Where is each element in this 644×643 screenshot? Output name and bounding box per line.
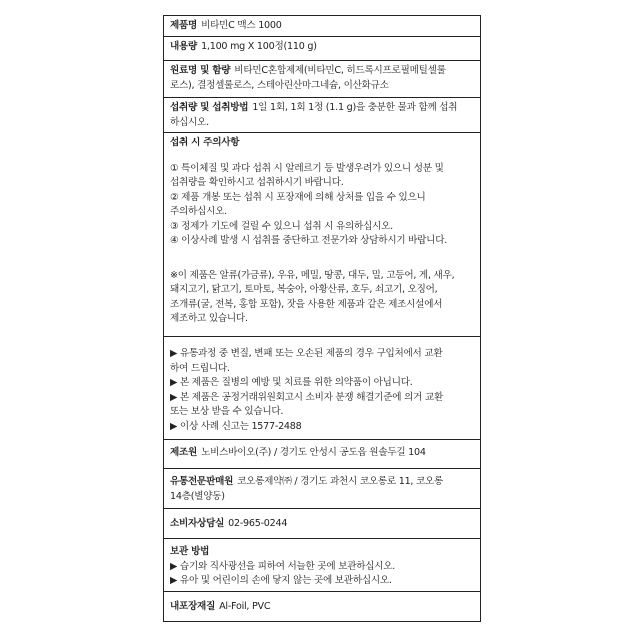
content-value: 1,100 mg X 100정(110 g) <box>201 41 317 52</box>
notice-line: ▶ 유통과정 중 변질, 변패 또는 오손된 제품의 경우 구입처에서 교환 <box>170 348 443 359</box>
notice-line: 하여 드립니다. <box>170 362 230 374</box>
manufacturer-row <box>164 440 480 469</box>
ingredients-label: 원료명 및 함량 <box>170 65 231 76</box>
caution-line: ① 특이체질 및 과다 섭취 시 알레르기 등 발생우려가 있으니 성분 및 <box>170 162 444 174</box>
allergy-line: 조개류(굴, 전복, 홍합 포함), 잣을 사용한 제품과 같은 제조시설에서 <box>170 298 443 310</box>
notice-line: ▶ 본 제품은 공정거래위원회고시 소비자 분쟁 해결기준에 의거 교환 <box>170 391 443 403</box>
notice-line: ▶ 이상 사례 신고는 1577-2488 <box>170 420 302 432</box>
caution-line: ② 제품 개봉 또는 섭취 시 포장재에 의해 상처를 입을 수 있으니 <box>170 191 426 203</box>
caution-line: 주의하십시오. <box>170 206 227 217</box>
caution-line: ③ 정제가 기도에 걸릴 수 있으니 섭취 시 유의하십시오. <box>170 220 393 232</box>
allergy-line: ※이 제품은 알류(가금류), 우유, 메밀, 땅콩, 대두, 밀, 고등어, 게, 새우, <box>170 269 455 281</box>
product-name-value: 비타민C 맥스 1000 <box>201 20 282 31</box>
cautions-title: 섭취 시 주의사항 <box>170 137 240 148</box>
intake-line-1: 1일 1회, 1회 1정 (1.1 g)을 충분한 물과 함께 섭취 <box>252 102 458 113</box>
notice-line: 또는 보상 받을 수 있습니다. <box>170 406 284 417</box>
notice-line: ▶ 본 제품은 질병의 예방 및 치료를 위한 의약품이 아닙니다. <box>170 377 413 388</box>
consumer-value: 02-965-0244 <box>228 518 288 529</box>
content-row <box>164 37 480 61</box>
product-name-label: 제품명 <box>170 20 198 31</box>
intake-row <box>164 98 480 133</box>
storage-title: 보관 방법 <box>170 546 210 557</box>
content-label: 내용량 <box>170 41 198 52</box>
intake-label: 섭취량 및 섭취방법 <box>170 102 249 113</box>
caution-line: ④ 이상사례 발생 시 섭취를 중단하고 전문가와 상담하시기 바랍니다. <box>170 235 448 246</box>
allergy-line: 제조하고 있습니다. <box>170 313 248 324</box>
product-name-row <box>164 16 480 37</box>
manufacturer-value: 노비스바이오(주) / 경기도 안성시 공도읍 원솔두길 104 <box>201 447 426 458</box>
distributor-label: 유통전문판매원 <box>170 476 234 487</box>
distributor-line-2: 14층(별양동) <box>170 490 225 502</box>
product-info-label <box>163 15 481 622</box>
cautions-row <box>164 133 480 337</box>
packaging-row <box>164 592 480 618</box>
distributor-line-1: 코오롱제약㈜ / 경기도 과천시 코오롱로 11, 코오롱 <box>237 476 444 487</box>
storage-row <box>164 539 480 592</box>
intake-line-2: 하십시오. <box>170 116 209 128</box>
notices-row <box>164 337 480 440</box>
consumer-row <box>164 509 480 539</box>
packaging-value: Al-Foil, PVC <box>219 601 271 612</box>
manufacturer-label: 제조원 <box>170 447 198 458</box>
ingredients-line-2: 로스), 결정셀룰로스, 스테아린산마그네슘, 이산화규소 <box>170 79 389 91</box>
packaging-label: 내포장재질 <box>170 601 216 612</box>
ingredients-row <box>164 61 480 98</box>
storage-line: ▶ 습기와 직사광선을 피하여 서늘한 곳에 보관하십시오. <box>170 560 396 572</box>
consumer-label: 소비자상담실 <box>170 518 225 529</box>
ingredients-line-1: 비타민C혼합제제(비타민C, 히드록시프로필메틸셀룰 <box>234 65 446 76</box>
allergy-line: 돼지고기, 닭고기, 토마토, 복숭아, 아황산류, 호두, 쇠고기, 오징어, <box>170 284 438 295</box>
caution-line: 섭취량을 확인하시고 섭취하시기 바랍니다. <box>170 177 344 188</box>
storage-line: ▶ 유아 및 어린이의 손에 닿지 않는 곳에 보관하십시오. <box>170 575 392 586</box>
distributor-row <box>164 469 480 509</box>
